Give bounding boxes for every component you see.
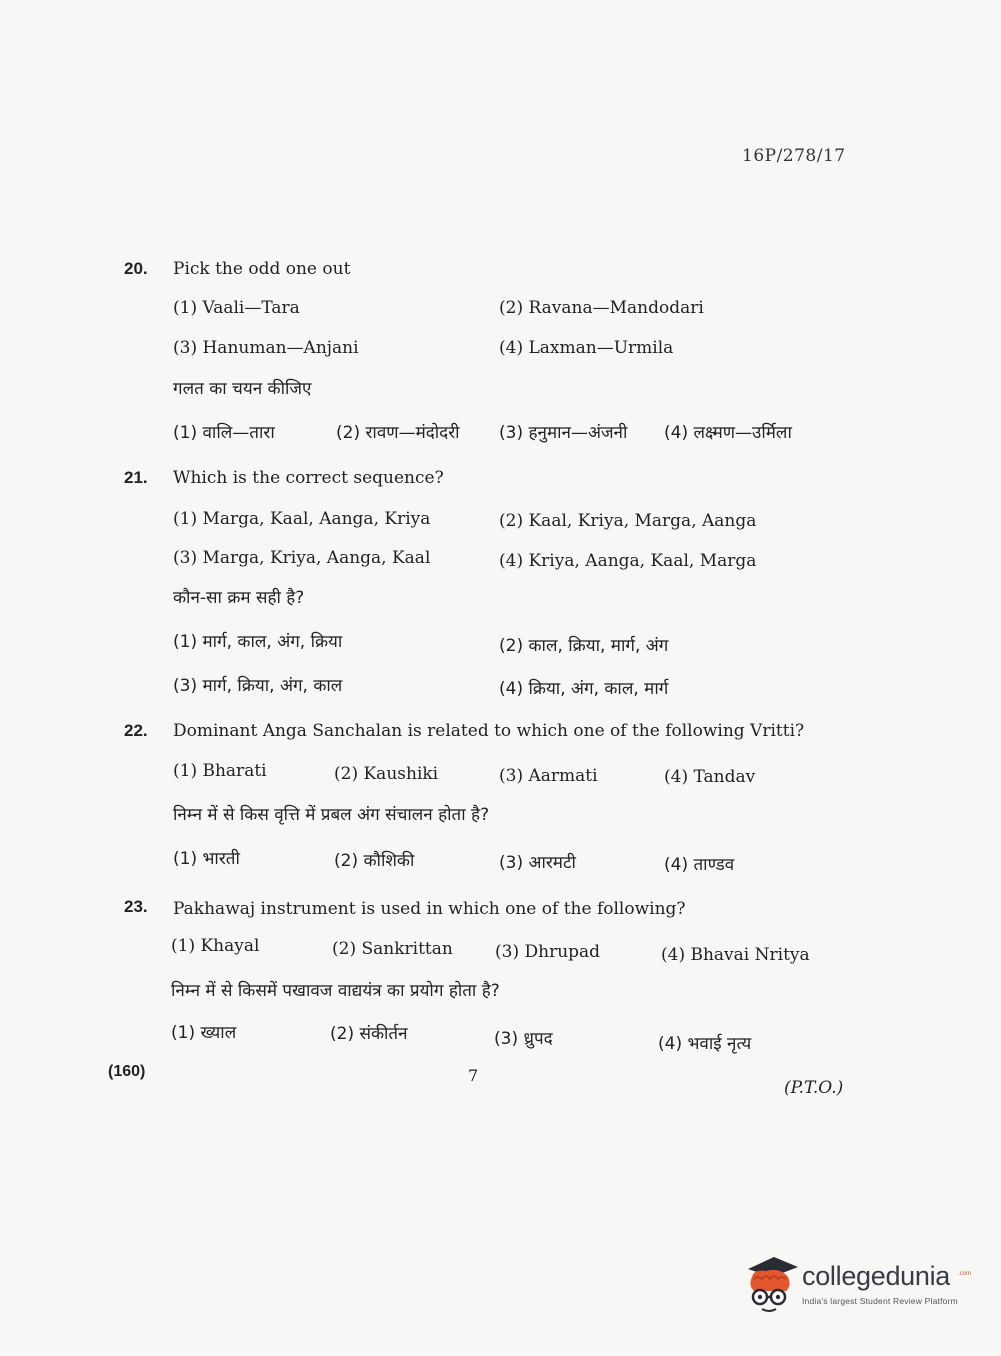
question-21-option-4: (4) Kriya, Aanga, Kaal, Marga [499, 551, 757, 571]
question-20-option-4: (4) Laxman—Urmila [499, 338, 674, 358]
question-23-hindi-option-1: (1) ख्याल [171, 1023, 237, 1043]
question-21-hindi-option-4: (4) क्रिया, अंग, काल, मार्ग [499, 679, 669, 699]
question-22-option-4: (4) Tandav [664, 767, 756, 787]
question-22-hindi-option-3: (3) आरमटी [499, 853, 576, 873]
question-23-hindi-option-4: (4) भवाई नृत्य [658, 1034, 752, 1054]
question-20-hindi-option-2: (2) रावण—मंदोदरी [336, 423, 460, 443]
question-23-number: 23. [124, 897, 148, 916]
question-23-option-3: (3) Dhrupad [495, 942, 601, 962]
question-21-hindi-option-2: (2) काल, क्रिया, मार्ग, अंग [499, 636, 669, 656]
question-20-number: 20. [124, 259, 148, 278]
question-22-hindi-option-4: (4) ताण्डव [664, 855, 735, 875]
question-20-hindi-option-4: (4) लक्ष्मण—उर्मिला [664, 423, 792, 443]
question-22-hindi-option-1: (1) भारती [173, 849, 240, 869]
question-22-option-1: (1) Bharati [173, 761, 267, 781]
question-22-number: 22. [124, 721, 148, 740]
question-21-option-3: (3) Marga, Kriya, Aanga, Kaal [173, 548, 431, 568]
booklet-number: (160) [108, 1063, 146, 1080]
question-20-option-1: (1) Vaali—Tara [173, 298, 300, 318]
question-22-text: Dominant Anga Sanchalan is related to which one of the following Vritti? [173, 721, 805, 741]
question-23-text: Pakhawaj instrument is used in which one of the following? [173, 899, 686, 919]
page-number: 7 [468, 1066, 479, 1085]
question-20-hindi-option-1: (1) वालि—तारा [173, 423, 275, 443]
question-23-option-1: (1) Khayal [171, 936, 260, 956]
question-23-hindi-text: निम्न में से किसमें पखावज वाद्ययंत्र का प्रयोग होता है? [171, 981, 500, 1001]
question-21-option-2: (2) Kaal, Kriya, Marga, Aanga [499, 511, 757, 531]
logo-wordmark: collegedunia [802, 1261, 951, 1291]
question-20-hindi-text: गलत का चयन कीजिए [173, 379, 312, 399]
question-21-hindi-option-1: (1) मार्ग, काल, अंग, क्रिया [173, 632, 343, 652]
question-22-option-2: (2) Kaushiki [334, 764, 439, 784]
question-20-option-3: (3) Hanuman—Anjani [173, 338, 359, 358]
question-20-option-2: (2) Ravana—Mandodari [499, 298, 704, 318]
question-23-hindi-option-3: (3) ध्रुपद [494, 1029, 553, 1049]
mascot-icon [744, 1255, 800, 1315]
question-23-hindi-option-2: (2) संकीर्तन [330, 1024, 408, 1044]
question-23-option-2: (2) Sankrittan [332, 939, 453, 959]
question-22-hindi-option-2: (2) कौशिकी [334, 851, 415, 871]
logo-tagline: India's largest Student Review Platform [802, 1296, 958, 1306]
question-22-hindi-text: निम्न में से किस वृत्ति में प्रबल अंग संचालन होता है? [173, 805, 490, 825]
collegedunia-logo [744, 1255, 974, 1315]
logo-suffix: .com [958, 1271, 972, 1277]
question-23-option-4: (4) Bhavai Nritya [661, 945, 810, 965]
paper-code: 16P/278/17 [742, 146, 846, 166]
question-21-number: 21. [124, 468, 148, 487]
question-22-option-3: (3) Aarmati [499, 766, 598, 786]
question-21-option-1: (1) Marga, Kaal, Aanga, Kriya [173, 509, 431, 529]
question-20-hindi-option-3: (3) हनुमान—अंजनी [499, 423, 628, 443]
question-20-text: Pick the odd one out [173, 259, 351, 279]
question-21-text: Which is the correct sequence? [173, 468, 444, 488]
question-21-hindi-text: कौन-सा क्रम सही है? [173, 588, 305, 608]
question-21-hindi-option-3: (3) मार्ग, क्रिया, अंग, काल [173, 676, 343, 696]
please-turn-over: (P.T.O.) [784, 1078, 844, 1098]
